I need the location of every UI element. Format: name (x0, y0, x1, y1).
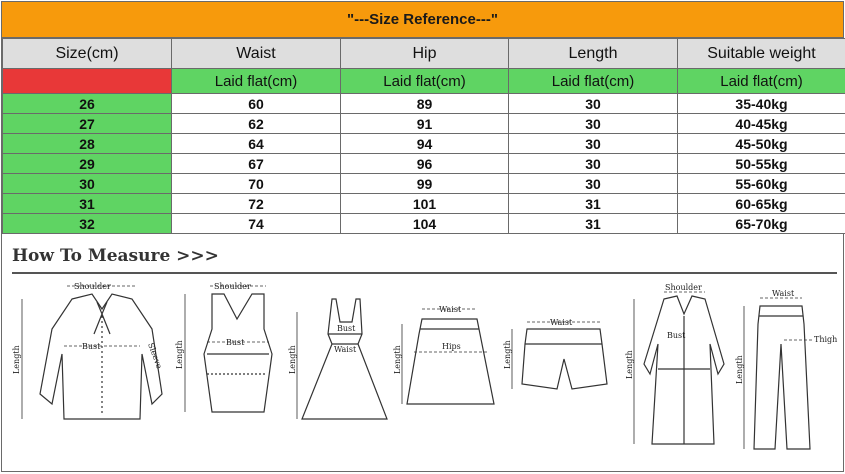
subheader-size (3, 69, 172, 94)
cell-weight: 55-60kg (678, 174, 845, 194)
cell-length: 30 (509, 174, 678, 194)
cell-weight: 40-45kg (678, 114, 845, 134)
label-hips-skirt: Hips (442, 342, 461, 351)
label-bust-coat: Bust (667, 331, 686, 340)
cell-size: 31 (3, 194, 172, 214)
cell-hip: 99 (341, 174, 509, 194)
cell-hip: 101 (341, 194, 509, 214)
label-shoulder-blouse: Shoulder (74, 282, 111, 291)
cell-hip: 91 (341, 114, 509, 134)
table-row (3, 194, 845, 214)
cell-weight: 45-50kg (678, 134, 845, 154)
subheader-hip: Laid flat(cm) (341, 69, 509, 94)
cell-size: 26 (3, 94, 172, 114)
shorts-illustration (512, 322, 607, 389)
table-header-row (3, 39, 845, 69)
cell-size: 29 (3, 154, 172, 174)
header-waist: Waist (172, 39, 341, 69)
label-length-tank: Length (175, 340, 184, 369)
header-length: Length (509, 39, 678, 69)
how-to-measure-title: How To Measure >>> (12, 246, 219, 266)
cell-weight: 60-65kg (678, 194, 845, 214)
cell-waist: 70 (172, 174, 341, 194)
cell-waist: 64 (172, 134, 341, 154)
label-thigh: Thigh (814, 335, 837, 344)
label-length-trousers: Length (735, 355, 744, 384)
label-length-coat: Length (625, 350, 634, 379)
size-reference-title: "---Size Reference---" (2, 2, 843, 38)
header-weight: Suitable weight (678, 39, 845, 69)
label-length-dress: Length (288, 345, 297, 374)
tank-top-illustration (185, 286, 272, 412)
table-subheader-row (3, 69, 845, 94)
label-length-shorts: Length (503, 340, 512, 369)
cell-hip: 96 (341, 154, 509, 174)
cell-waist: 74 (172, 214, 341, 234)
cell-hip: 94 (341, 134, 509, 154)
trousers-illustration (744, 298, 814, 449)
cell-length: 30 (509, 94, 678, 114)
cell-size: 28 (3, 134, 172, 154)
table-row (3, 134, 845, 154)
cell-waist: 62 (172, 114, 341, 134)
size-chart (1, 1, 844, 472)
label-bust-dress: Bust (337, 324, 356, 333)
cell-waist: 60 (172, 94, 341, 114)
cell-waist: 72 (172, 194, 341, 214)
table-row (3, 154, 845, 174)
subheader-length: Laid flat(cm) (509, 69, 678, 94)
cell-length: 30 (509, 154, 678, 174)
label-waist-skirt: Waist (439, 305, 462, 314)
cell-weight: 65-70kg (678, 214, 845, 234)
garment-diagrams (2, 234, 843, 459)
cell-waist: 67 (172, 154, 341, 174)
size-table (2, 38, 845, 234)
label-length-skirt: Length (393, 345, 402, 374)
cell-weight: 35-40kg (678, 94, 845, 114)
label-waist-trousers: Waist (772, 289, 795, 298)
label-sleeve: Sleeve (146, 342, 164, 370)
table-row (3, 94, 845, 114)
label-bust-tank: Bust (226, 338, 245, 347)
how-to-measure-section (2, 234, 843, 459)
cell-length: 31 (509, 194, 678, 214)
blouse-illustration (22, 286, 162, 419)
header-hip: Hip (341, 39, 509, 69)
cell-length: 30 (509, 114, 678, 134)
label-waist-shorts: Waist (550, 318, 573, 327)
table-row (3, 174, 845, 194)
cell-hip: 89 (341, 94, 509, 114)
cell-hip: 104 (341, 214, 509, 234)
header-size: Size(cm) (3, 39, 172, 69)
cell-size: 32 (3, 214, 172, 234)
coat-illustration (634, 292, 724, 444)
cell-weight: 50-55kg (678, 154, 845, 174)
cell-length: 31 (509, 214, 678, 234)
cell-length: 30 (509, 134, 678, 154)
subheader-weight: Laid flat(cm) (678, 69, 845, 94)
label-bust-blouse: Bust (82, 342, 101, 351)
label-shoulder-coat: Shoulder (665, 283, 702, 292)
label-length-blouse: Length (12, 345, 21, 374)
cell-size: 27 (3, 114, 172, 134)
cell-size: 30 (3, 174, 172, 194)
label-shoulder-tank: Shoulder (214, 282, 251, 291)
table-row (3, 114, 845, 134)
table-row (3, 214, 845, 234)
label-waist-dress: Waist (334, 345, 357, 354)
subheader-waist: Laid flat(cm) (172, 69, 341, 94)
dress-illustration (297, 299, 387, 419)
skirt-illustration (402, 309, 494, 404)
